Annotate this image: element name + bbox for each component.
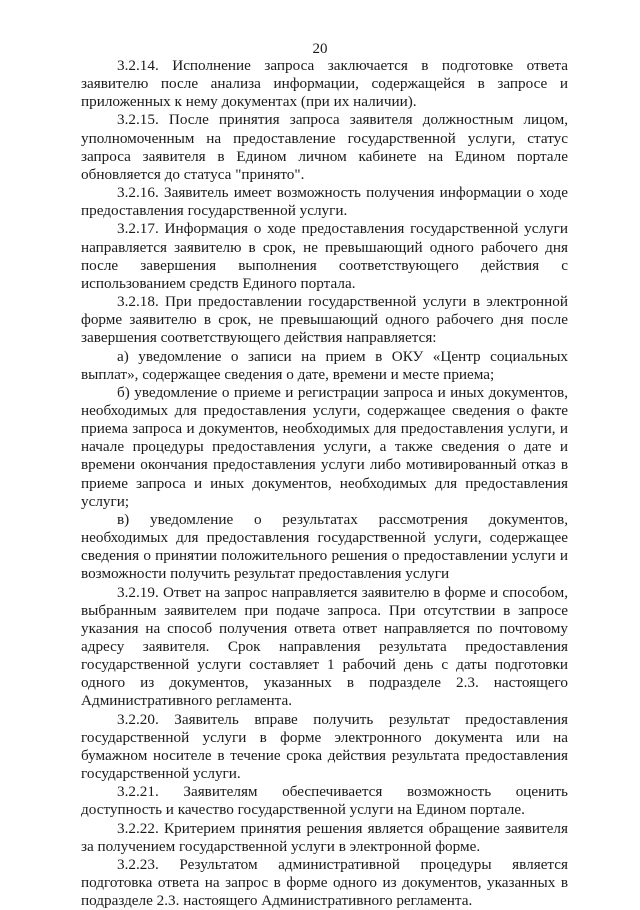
paragraph-3-2-22: 3.2.22. Критерием принятия решения является обращение заявителя за получением государственной услуги в электронной форме. [81, 819, 568, 855]
paragraph-3-2-20: 3.2.20. Заявитель вправе получить результат предоставления государственной услуги в форме электронного документа или на бумажном носителе в течение срока действия результата предоставления государственной услуги. [81, 710, 568, 783]
paragraph-3-2-18: 3.2.18. При предоставлении государственной услуги в электронной форме заявителю в срок, не превышающий одного рабочего дня после завершения соответствующего действия направляется: [81, 293, 568, 347]
list-item-v: в) уведомление о результатах рассмотрения документов, необходимых для предоставления государственной услуги, содержащее сведения о принятии положительного решения о предоставлении услуги и возможности получить результат предоставления услуги [81, 510, 568, 583]
page-number: 20 [312, 41, 328, 57]
document-body [81, 57, 568, 910]
paragraph-3-2-21: 3.2.21. Заявителям обеспечивается возможность оценить доступность и качество государственной услуги на Едином портале. [81, 783, 568, 819]
list-item-b: б) уведомление о приеме и регистрации запроса и иных документов, необходимых для предоставления услуги, содержащее сведения о факте приема запроса и документов, необходимых для предоставления услуги, и начале процедуры предоставления услуги, а также сведения о дате и времени окончания предоставления услуги либо мотивированный отказ в приеме запроса и иных документов, необходимых для предоставления услуги; [81, 383, 568, 510]
paragraph-3-2-16: 3.2.16. Заявитель имеет возможность получения информации о ходе предоставления государственной услуги. [81, 184, 568, 220]
list-item-a: а) уведомление о записи на прием в ОКУ «Центр социальных выплат», содержащее сведения о дате, времени и месте приема; [81, 347, 568, 383]
paragraph-3-2-19: 3.2.19. Ответ на запрос направляется заявителю в форме и способом, выбранным заявителем при подаче запроса. При отсутствии в запросе указания на способ получения ответа ответ направляется по почтовому адресу заявителя. Срок направления результата предоставления государственной услуги составляет 1 рабочий день с даты подготовки одного из документов, указанных в подразделе 2.3. настоящего Административного регламента. [81, 583, 568, 710]
paragraph-3-2-15: 3.2.15. После принятия запроса заявителя должностным лицом, уполномоченным на предоставление государственной услуги, статус запроса заявителя в Едином личном кабинете на Едином портале обновляется до статуса "принято". [81, 111, 568, 183]
paragraph-3-2-14: 3.2.14. Исполнение запроса заключается в подготовке ответа заявителю после анализа информации, содержащейся в запросе и приложенных к нему документах (при их наличии). [81, 57, 568, 111]
paragraph-3-2-23: 3.2.23. Результатом административной процедуры является подготовка ответа на запрос в форме одного из документов, указанных в подразделе 2.3. настоящего Административного регламента. [81, 855, 568, 910]
paragraph-3-2-17: 3.2.17. Информация о ходе предоставления государственной услуги направляется заявителю в срок, не превышающий одного рабочего дня после завершения выполнения соответствующего действия с использованием средств Единого портала. [81, 220, 568, 292]
